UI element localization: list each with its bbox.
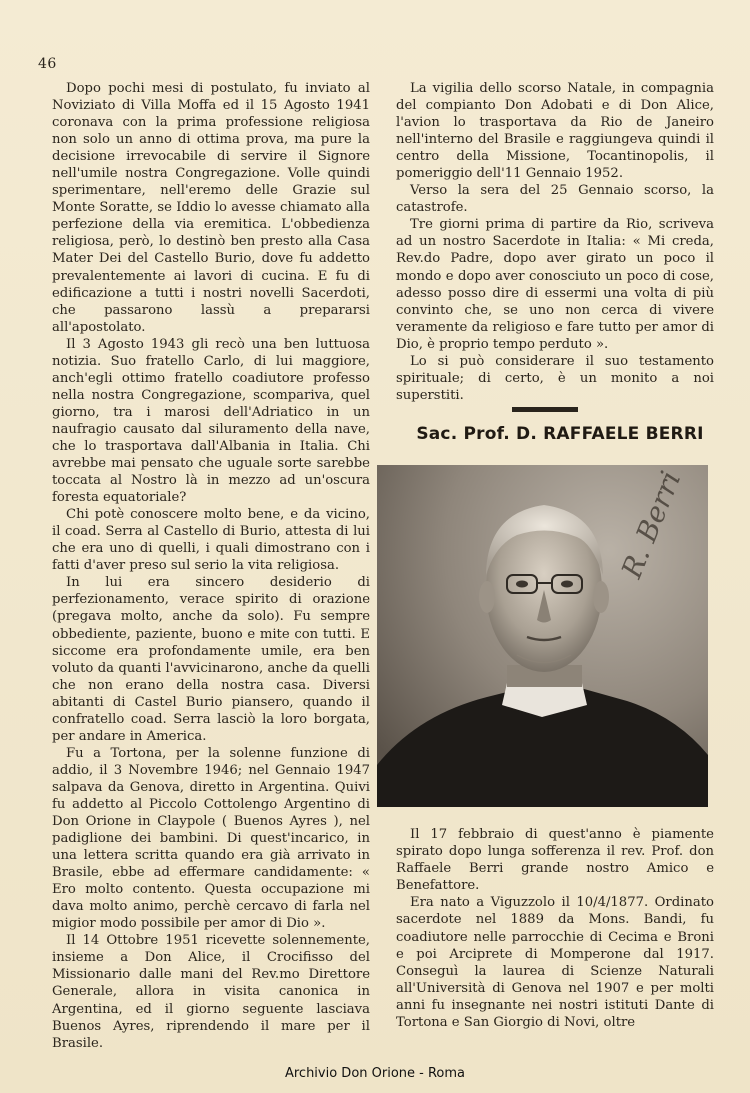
paragraph: Lo si può considerare il suo testamento spirituale; di certo, è un monito a noi superstiti. [396, 353, 714, 403]
obituary-text [396, 826, 714, 1031]
paragraph: Chi potè conoscere molto bene, e da vicino, il coad. Serra al Castello di Burio, attesta di lui che era uno di quelli, i quali dimostrano con i fatti d'aver preso sul serio la vita religiosa. [52, 507, 370, 574]
paragraph: Il 3 Agosto 1943 gli recò una ben luttuosa notizia. Suo fratello Carlo, di lui maggiore, anch'egli ottimo fratello coadiutore professo nella nostra Congregazione, scompariva, quel giorno, tra i marosi dell'Adriatico in un naufragio causato dal siluramento della nave, che lo trasportava dall'Albania in Italia. Chi avrebbe mai pensato che uguale sorte sarebbe toccata al Nostro là in mezzo ad un'oscura foresta equatoriale? [52, 336, 370, 506]
paragraph: Verso la sera del 25 Gennaio scorso, la catastrofe. [396, 183, 714, 216]
paragraph: Fu a Tortona, per la solenne funzione di addio, il 3 Novembre 1946; nel Gennaio 1947 salpava da Genova, diretto in Argentina. Quivi fu addetto al Piccolo Cottolengo Argentino di Don Orione in Claypole ( Buenos Ayres ), nel padiglione dei bambini. Di quest'incarico, in una lettera scritta quando era già arrivato in Brasile, ebbe ad effermare candidamente: « Ero molto contento. Questa occupazione mi dava molto animo, perchè cercavo di farla nel migior modo possibile per amor di Dio ». [52, 745, 370, 932]
paragraph: La vigilia dello scorso Natale, in compagnia del compianto Don Adobati e di Don Alice, l'avion lo trasportava da Rio de Janeiro nell'interno del Brasile e raggiungeva quindi il centro della Missione, Tocantinopolis, il pomeriggio dell'11 Gennaio 1952. [396, 81, 714, 182]
left-column [52, 80, 370, 1052]
paragraph: Il 17 febbraio di quest'anno è piamente spirato dopo lunga sofferenza il rev. Prof. don Raffaele Berri grande nostro Amico e Benefattore. [396, 827, 714, 894]
paragraph: Tre giorni prima di partire da Rio, scriveva ad un nostro Sacerdote in Italia: « Mi creda, Rev.do Padre, dopo aver girato un poco il mondo e dopo aver conosciuto un poco di cose, adesso posso dire di essermi una volta di più convinto che, se uno non cerca di vivere veramente da religioso e fare tutto per amor di Dio, è proprio tempo perduto ». [396, 217, 714, 352]
paragraph: Dopo pochi mesi di postulato, fu inviato al Noviziato di Villa Moffa ed il 15 Agosto 1941 coronava con la prima professione religiosa non solo un anno di ottima prova, ma pure la decisione irrevocabile di servire il Signore nell'umile nostra Congregazione. Volle quindi sperimentare, nell'eremo delle Grazie sul Monte Soratte, se Iddio lo avesse chiamato alla perfezione della via eremitica. L'obbedienza religiosa, però, lo destinò ben presto alla Casa Mater Dei del Castello Burio, dove fu addetto prevalentemente ai lavori di cucina. E fu di edificazione a tutti i nostri novelli Sacerdoti, che passarono lassù a prepararsi all'apostolato. [52, 81, 370, 335]
page-number: 46 [38, 56, 57, 72]
paragraph: In lui era sincero desiderio di perfezionamento, verace spirito di orazione (pregava molto, anche da solo). Fu sempre obbediente, paziente, buono e mite con tutti. E siccome era profondamente umile, era ben voluto da quanti l'avvicinarono, anche da quelli che non erano della nostra casa. Diversi abitanti di Castel Burio piansero, quando il confratello coad. Serra lasciò la loro borgata, per andare in America. [52, 575, 370, 744]
section-divider [512, 407, 578, 412]
portrait-illustration [377, 465, 708, 807]
right-column [396, 80, 714, 404]
paragraph: Il 14 Ottobre 1951 ricevette solennemente, insieme a Don Alice, il Crocifisso del Missionario dalle mani del Rev.mo Direttore Generale, allora in visita canonica in Argentina, ed il giorno seguente lasciava Buenos Ayres, riprendendo il mare per il Brasile. [52, 933, 370, 1051]
portrait-photo [377, 465, 708, 807]
obituary-heading: Sac. Prof. D. RAFFAELE BERRI [416, 424, 704, 444]
handwritten-signature: R. Berri [614, 466, 688, 583]
paragraph: Era nato a Viguzzolo il 10/4/1877. Ordinato sacerdote nel 1889 da Mons. Bandi, fu coadiutore nelle parrocchie di Cecima e Broni e poi Arciprete di Momperone dal 1917. Conseguì la laurea di Scienze Naturali all'Università di Genova nel 1907 e per molti anni fu insegnante nei nostri istituti Dante di Tortona e San Giorgio di Novi, oltre [396, 895, 714, 1031]
archive-footer: Archivio Don Orione - Roma [284, 1066, 466, 1081]
